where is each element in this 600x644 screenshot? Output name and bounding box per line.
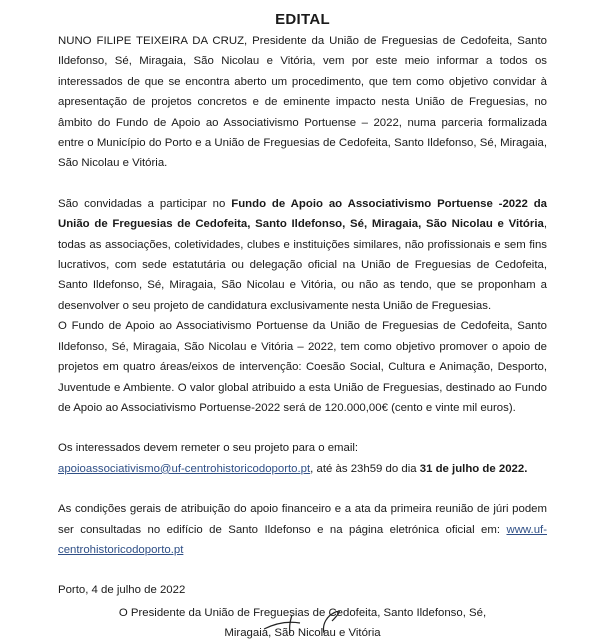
paragraph-spacer [58,418,547,438]
conditions-paragraph [58,499,547,560]
invitation-lead: São convidadas a participar no [58,197,232,210]
signatory-line: O Presidente da União de Freguesias de Cedofeita, Santo Ildefonso, Sé, Miragaia, São Nicolau e Vitória [118,606,487,640]
invitation-rest: , todas as associações, coletividades, clubes e instituições similares, não profissionais e sem fins lucrativos, com sede estatutária ou delegação oficial na União de Freguesias de Cedofeita, Santo Ildefonso, Sé, Miragaia, São Nicolau e Vitória, ou não as tendo, que se proponham a desenvolver o seu projeto de candidatura exclusivamente nesta União de Freguesias. [58,218,547,312]
objective-paragraph: O Fundo de Apoio ao Associativismo Portuense da União de Freguesias de Cedofeita, Santo Ildefonso, Sé, Miragaia, São Nicolau e Vitória – 2022, tem como objetivo promover o apoio de projetos em quatro áreas/eixos de intervenção: Coesão Social, Cultura e Animação, Desporto, Juventude e Ambiente. O valor global atribuido a esta União de Freguesias, destinado ao Fundo de Apoio ao Associativismo Portuense-2022 será de 120.000,00€ (cento e vinte mil euros). [58,320,547,414]
website-link[interactable]: www.uf-centrohistoricodoporto.pt [58,523,547,556]
invitation-paragraph [58,194,547,316]
fund-name-bold: Fundo de Apoio ao Associativismo Portuense -2022 da União de Freguesias de Cedofeita, Santo Ildefonso, Sé, Miragaia, São Nicolau e Vitória [58,197,547,231]
paragraph-spacer [58,479,547,499]
paragraph-spacer [58,174,547,194]
email-link[interactable]: apoioassociativismo@uf-centrohistoricodoporto.pt [58,462,311,475]
edital-document [58,0,547,644]
conditions-text: As condições gerais de atribuição do apoio financeiro e a ata da primeira reunião de júri podem ser consultadas no edifício de Santo Ildefonso e na página eletrónica oficial em: [58,503,547,536]
submission-line: Os interessados devem remeter o seu projeto para o email: [58,442,359,455]
document-date: Porto, 4 de julho de 2022 [58,584,186,597]
intro-paragraph: NUNO FILIPE TEIXEIRA DA CRUZ, Presidente da União de Freguesias de Cedofeita, Santo Ildefonso, Sé, Miragaia, São Nicolau e Vitória, vem por este meio informar a todos os interessados de que se encontra aberto um procedimento, que tem como objetivo convidar à apresentação de projetos concretos e de eminente impacto nesta União de Freguesias, no âmbito do Fundo de Apoio ao Associativismo Portuense – 2022, numa parceria formalizada entre o Município do Porto e a União de Freguesias de Cedofeita, Santo Ildefonso, Sé, Miragaia, São Nicolau e Vitória. [58,35,547,170]
deadline-bold: 31 de julho de 2022. [419,462,528,475]
paragraph-spacer [58,560,547,580]
submission-middle: , até às 23h59 do dia [310,462,420,475]
document-title: EDITAL [275,11,330,28]
submission-paragraph [58,459,547,479]
